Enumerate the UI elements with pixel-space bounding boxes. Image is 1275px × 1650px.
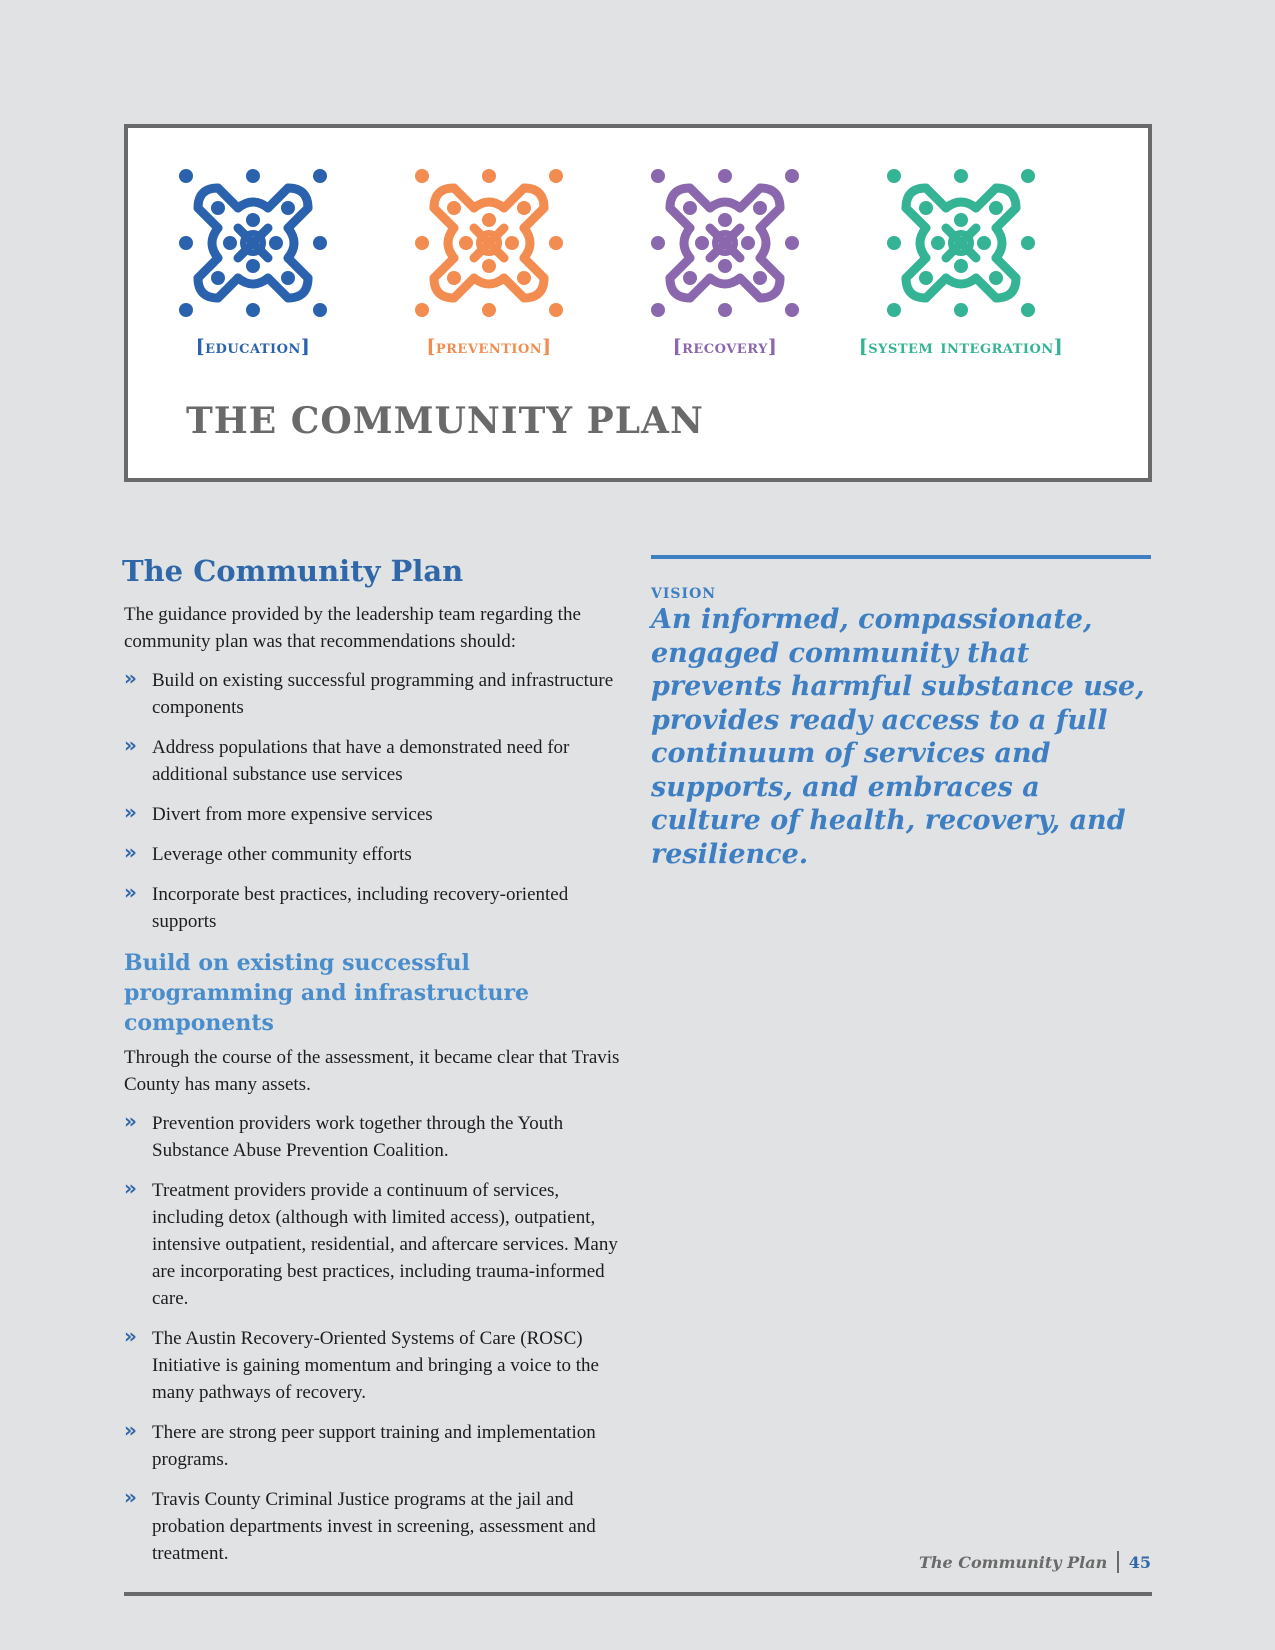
list-item: » The Austin Recovery-Oriented Systems of Care (ROSC) Initiative is gaining momentum and bringing a voice to the many pathways of recovery. (124, 1324, 599, 1403)
footer-divider (1117, 1551, 1119, 1573)
pillar-label-education: [education] (195, 336, 311, 358)
pillars-banner (124, 124, 1152, 482)
vision-statement: An informed, compassionate, engaged community that prevents harmful substance use, provides ready access to a full continuum of services and supports, and embraces a culture of health, recovery, and resilience. (651, 604, 1145, 870)
footer-section-title: The Community Plan (918, 1552, 1108, 1572)
chevron-bullet-icon: » (124, 1418, 137, 1442)
prevention-pattern-icon (414, 168, 564, 318)
vision-label: vision (651, 579, 717, 603)
chevron-bullet-icon: » (124, 1109, 137, 1133)
banner-title: THE COMMUNITY PLAN (186, 400, 704, 442)
page-number: 45 (1128, 1552, 1151, 1572)
page-heading: The Community Plan (122, 554, 464, 588)
bottom-divider (124, 1592, 1152, 1596)
chevron-bullet-icon: » (124, 1176, 137, 1200)
pillar-label-recovery: [recovery] (672, 336, 778, 358)
intro-paragraph: The guidance provided by the leadership team regarding the community plan was that recommendations should: (124, 604, 581, 652)
pillar-system-integration (843, 168, 1079, 358)
vision-callout (651, 555, 1151, 871)
list-item: » Divert from more expensive services (124, 800, 433, 825)
list-item: » Address populations that have a demonstrated need for additional substance use services (124, 733, 570, 785)
chevron-bullet-icon: » (124, 800, 137, 824)
education-pattern-icon (178, 168, 328, 318)
pillar-recovery (607, 168, 843, 358)
pillar-education (135, 168, 371, 358)
pillar-label-prevention: [prevention] (426, 336, 552, 358)
section-intro-paragraph: Through the course of the assessment, it became clear that Travis County has many assets. (124, 1047, 620, 1095)
recommendations-list (122, 667, 632, 935)
list-item: » Treatment providers provide a continuum of services, including detox (although with limited access), outpatient, intensive outpatient, residential, and aftercare services. Many are incorporating best practices, including trauma-informed care. (124, 1176, 618, 1309)
chevron-bullet-icon: » (124, 666, 137, 690)
list-item: » Incorporate best practices, including recovery-oriented supports (124, 880, 569, 932)
recovery-pattern-icon (650, 168, 800, 318)
chevron-bullet-icon: » (124, 880, 137, 904)
chevron-bullet-icon: » (124, 840, 137, 864)
chevron-bullet-icon: » (124, 1485, 137, 1509)
pillar-prevention (371, 168, 607, 358)
chevron-bullet-icon: » (124, 1324, 137, 1348)
list-item: » Build on existing successful programming and infrastructure components (124, 666, 614, 718)
system-integration-pattern-icon (886, 168, 1036, 318)
list-item: » Prevention providers work together through the Youth Substance Abuse Prevention Coalition. (124, 1109, 564, 1161)
section-heading: Build on existing successful programming and infrastructure components (124, 950, 530, 1036)
assets-list (122, 1110, 632, 1567)
list-item: » Leverage other community efforts (124, 840, 412, 865)
page-footer (919, 1551, 1151, 1573)
vision-divider (651, 555, 1151, 559)
main-content (122, 553, 632, 1580)
list-item: » There are strong peer support training and implementation programs. (124, 1418, 596, 1470)
chevron-bullet-icon: » (124, 733, 137, 757)
pillar-label-system-integration: [system integration] (858, 336, 1064, 358)
list-item: » Travis County Criminal Justice programs at the jail and probation departments invest in screening, assessment and treatment. (124, 1485, 596, 1564)
